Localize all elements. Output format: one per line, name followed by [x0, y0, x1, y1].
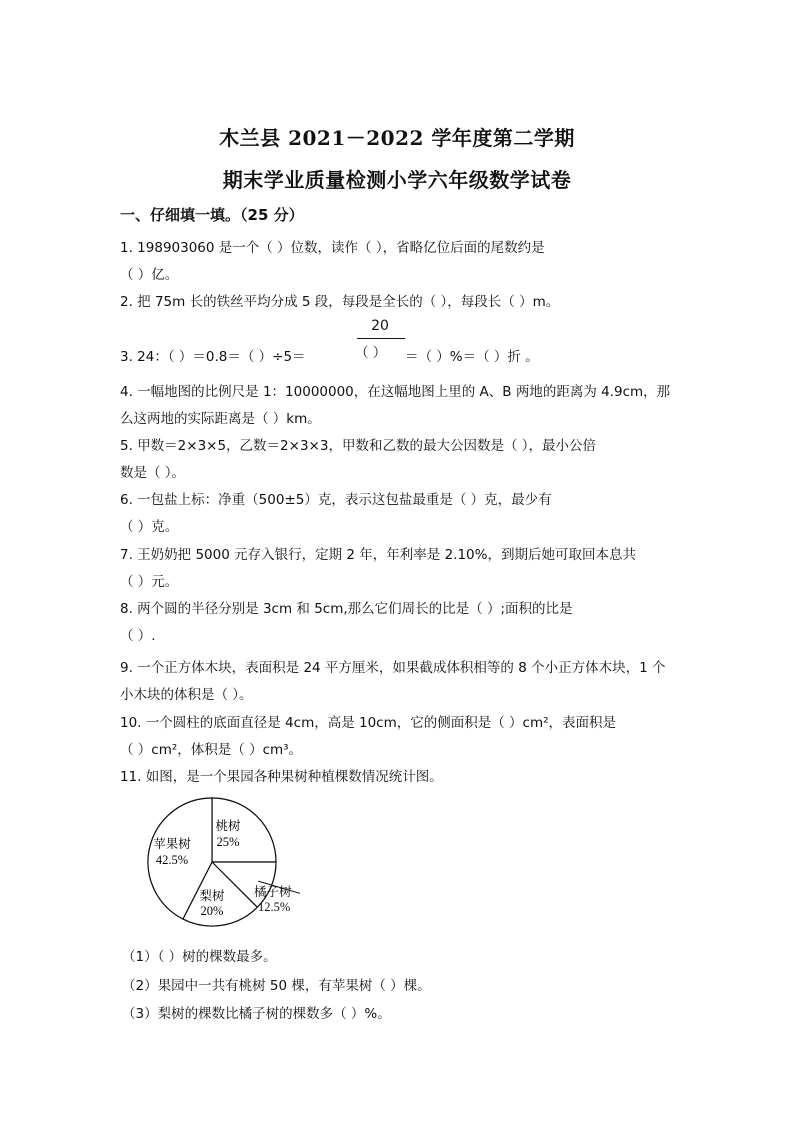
section-heading: 一、仔细填一填。（25 分） — [120, 206, 304, 224]
question-7-line2: （ ）元。 — [120, 574, 179, 590]
pie-label-name-3: 苹果树 — [153, 836, 191, 851]
exam-title-line1: 木兰县 2021－2022 学年度第二学期 — [219, 126, 575, 150]
question-11-sub2: （2）果园中一共有桃树 50 棵，有苹果树（ ）棵。 — [122, 978, 431, 994]
question-3-right: ＝（ ）%＝（ ）折 。 — [405, 349, 539, 365]
pie-label-pct-3: 42.5% — [155, 853, 189, 867]
pie-label-orange-pct: 12.5% — [258, 900, 291, 914]
question-6-line1: 6. 一包盐上标：净重（500±5）克，表示这包盐最重是（ ）克，最少有 — [120, 492, 552, 508]
pie-label-name-2: 梨树 — [199, 888, 225, 903]
pie-label-orange-name: 橘子树 — [254, 885, 292, 899]
question-1-line2: （ ）亿。 — [120, 267, 179, 283]
question-3-fraction-denominator: （ ） — [355, 345, 387, 361]
question-10-line1: 10. 一个圆柱的底面直径是 4cm，高是 10cm，它的侧面积是（ ）cm²，表面积是 — [120, 715, 617, 731]
question-2: 2. 把 75m 长的铁丝平均分成 5 段，每段是全长的（ ），每段长（ ）m。 — [120, 294, 560, 310]
pie-label-pct-0: 25% — [216, 835, 240, 849]
question-6-line2: （ ）克。 — [120, 519, 179, 535]
question-5-line2: 数是（ ）。 — [120, 465, 186, 481]
question-9-line2: 小木块的体积是（ ）。 — [120, 687, 253, 703]
question-3-left: 3. 24：（ ）＝0.8＝（ ）÷5＝ — [120, 349, 306, 365]
exam-title-line2: 期末学业质量检测小学六年级数学试卷 — [222, 168, 572, 192]
pie-label-pct-2: 20% — [200, 904, 224, 918]
question-11-sub1: （1）（ ）树的棵数最多。 — [122, 949, 277, 965]
question-11-sub3: （3）梨树的棵数比橘子树的棵数多（ ）%。 — [122, 1006, 391, 1022]
question-5-line1: 5. 甲数＝2×3×5，乙数＝2×3×3，甲数和乙数的最大公因数是（ ），最小公倍 — [120, 438, 596, 454]
question-8-line1: 8. 两个圆的半径分别是 3cm 和 5cm,那么它们周长的比是（ ）;面积的比是 — [120, 601, 573, 617]
pie-label-name-0: 桃树 — [215, 818, 241, 833]
question-7-line1: 7. 王奶奶把 5000 元存入银行，定期 2 年，年利率是 2.10%，到期后她可取回本息共 — [120, 547, 636, 563]
question-3-fraction-bar — [357, 338, 405, 339]
question-11-prompt: 11. 如图，是一个果园各种果树种植棵数情况统计图。 — [120, 769, 443, 785]
question-8-line2: （ ）. — [120, 628, 156, 644]
question-3-fraction-numerator: 20 — [371, 318, 389, 334]
question-4-line1: 4. 一幅地图的比例尺是 1：10000000，在这幅地图上里的 A、B 两地的距离为 4.9cm，那 — [120, 384, 671, 400]
question-4-line2: 么这两地的实际距离是（ ）km。 — [120, 411, 321, 427]
question-10-line2: （ ）cm²，体积是（ ）cm³。 — [120, 742, 303, 758]
question-9-line1: 9. 一个正方体木块，表面积是 24 平方厘米，如果截成体积相等的 8 个小正方体木块，1 个 — [120, 660, 666, 676]
question-1-line1: 1. 198903060 是一个（ ）位数，读作（ ），省略亿位后面的尾数约是 — [120, 240, 545, 256]
